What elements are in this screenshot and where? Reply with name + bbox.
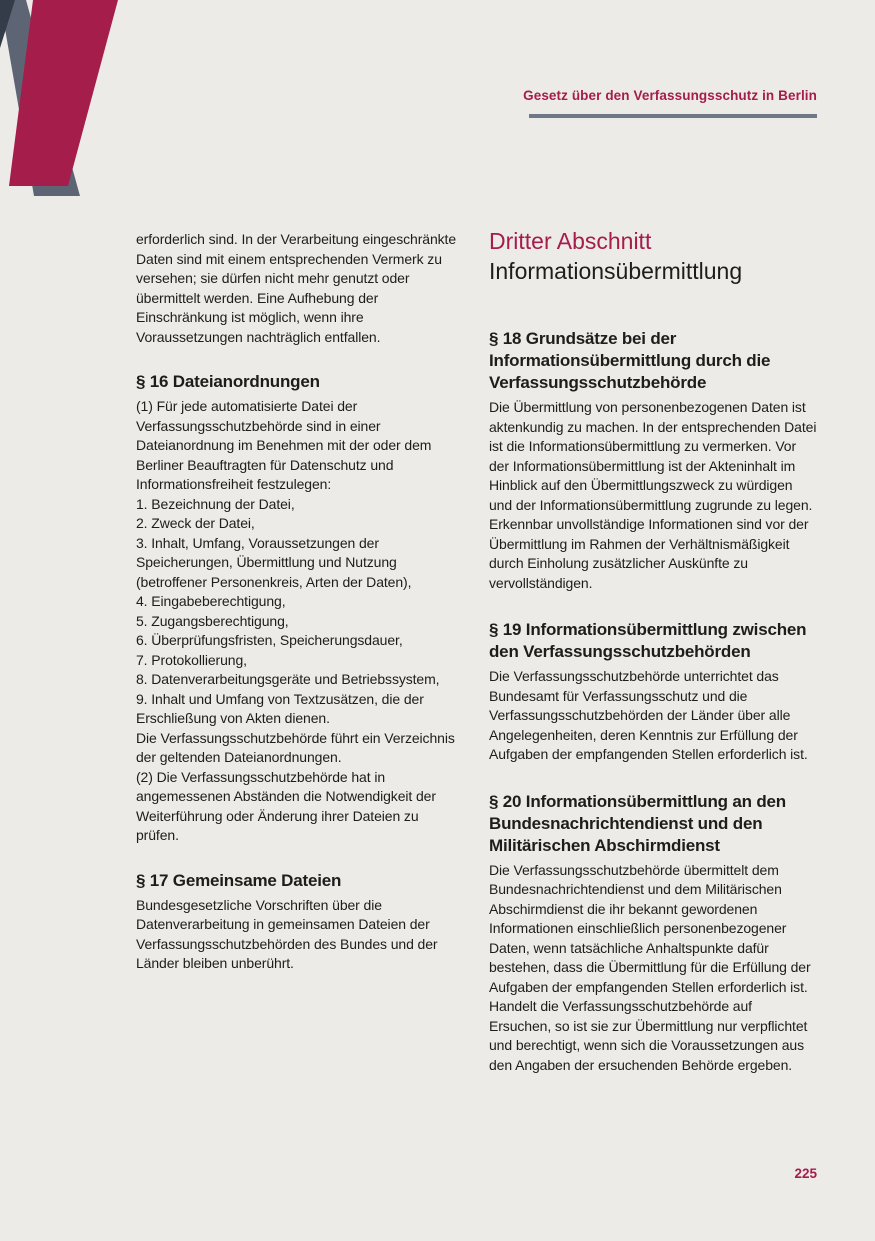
section-16-heading: § 16 Dateianordnungen [136, 372, 320, 391]
numbered-list [136, 495, 464, 729]
section-17-heading: § 17 Gemeinsame Dateien [136, 870, 342, 890]
paragraph: Die Übermittlung von personenbezogenen Daten ist aktenkundig zu machen. In der entsprechenden Datei ist die Informationsübermittlung zu vermerken. Vor der Informationsübermittlung ist der Akteninhalt im Hinblick auf den Übermittlungszweck zu würdigen und der Informationsübermittlung zugrunde zu legen. Erkennbar unvollständige Informationen sind vor der Übermittlung im Rahmen der Verhältnismäßigkeit durch Einholung zusätzlicher Auskünfte zu vervollständigen. [489, 399, 817, 591]
section-17 [136, 870, 464, 974]
section-19 [489, 619, 817, 765]
right-column [489, 226, 817, 1075]
paragraph: (1) Für jede automatisierte Datei der Verfassungsschutzbehörde sind in einer Dateianordnung im Benehmen mit der oder dem Berliner Beauftragten für Datenschutz und Informationsfreiheit festzulegen: [136, 398, 432, 492]
intro-paragraph: erforderlich sind. In der Verarbeitung eingeschränkte Daten sind mit einem entsprechenden Vermerk zu versehen; sie dürfen nicht mehr genutzt oder übermittelt werden. Eine Aufhebung der Einschränkung ist möglich, wenn ihre Voraussetzungen nachträglich entfallen. [136, 231, 457, 345]
page-number: 225 [794, 1166, 817, 1181]
paragraph: Die Verfassungsschutzbehörde übermittelt dem Bundesnachrichtendienst und dem Militärischen Abschirmdienst die ihr bekannt gewordenen Informationen einschließlich personenbezogener Daten, wenn tatsächliche Anhaltspunkte dafür bestehen, dass die Übermittlung für die Erfüllung der Aufgaben der empfangenden Stellen erforderlich ist. Handelt die Verfassungsschutzbehörde auf Ersuchen, so ist sie zur Übermittlung nur verpflichtet und berechtigt, wenn sich die Voraussetzungen aus den Angaben der ersuchenden Behörde ergeben. [489, 861, 811, 1073]
left-column [136, 230, 464, 974]
section-18-heading: § 18 Grundsätze bei der Informationsübermittlung durch die Verfassungsschutzbehörde [489, 329, 771, 392]
list-item: 8. Datenverarbeitungsgeräte und Betriebssystem, [136, 671, 440, 687]
list-item: 9. Inhalt und Umfang von Textzusätzen, die der Erschließung von Akten dienen. [136, 690, 424, 726]
section-19-heading: § 19 Informationsübermittlung zwischen den Verfassungsschutzbehörden [489, 620, 807, 661]
list-item: 5. Zugangsberechtigung, [136, 612, 289, 629]
list-item: 2. Zweck der Datei, [136, 515, 255, 531]
paragraph: Bundesgesetzliche Vorschriften über die Datenverarbeitung in gemeinsamen Dateien der Verfassungsschutzbehörden des Bundes und der Länder bleiben unberührt. [136, 896, 438, 971]
running-header-title: Gesetz über den Verfassungsschutz in Berlin [523, 88, 817, 103]
section-20-heading: § 20 Informationsübermittlung an den Bundesnachrichtendienst und den Militärischen Abschirmdienst [489, 791, 786, 855]
list-item: 7. Protokollierung, [136, 651, 247, 668]
paragraph: (2) Die Verfassungsschutzbehörde hat in angemessenen Abständen die Notwendigkeit der Weiterführung oder Änderung ihrer Dateien zu prüfen. [136, 768, 436, 843]
paragraph: Die Verfassungsschutzbehörde führt ein Verzeichnis der geltenden Dateianordnungen. [136, 729, 455, 765]
list-item: 6. Überprüfungsfristen, Speicherungsdauer, [136, 632, 403, 648]
chapter-title-main: Informationsübermittlung [489, 258, 743, 284]
paragraph: Die Verfassungsschutzbehörde unterrichtet das Bundesamt für Verfassungsschutz und die Verfassungsschutzbehörden der Länder über alle Angelegenheiten, deren Kenntnis zur Erfüllung der Aufgaben der empfangenden Stellen erforderlich ist. [489, 668, 808, 762]
list-item: 4. Eingabeberechtigung, [136, 593, 286, 609]
list-item: 3. Inhalt, Umfang, Voraussetzungen der Speicherungen, Übermittlung und Nutzung (betroffener Personenkreis, Arten der Daten), [136, 534, 412, 590]
list-item: 1. Bezeichnung der Datei, [136, 495, 295, 512]
section-18 [489, 328, 817, 593]
chapter-title-accent: Dritter Abschnitt [489, 228, 652, 254]
chapter-title [489, 226, 817, 286]
header-rule [529, 114, 817, 118]
section-20 [489, 791, 817, 1076]
section-16 [136, 371, 464, 846]
